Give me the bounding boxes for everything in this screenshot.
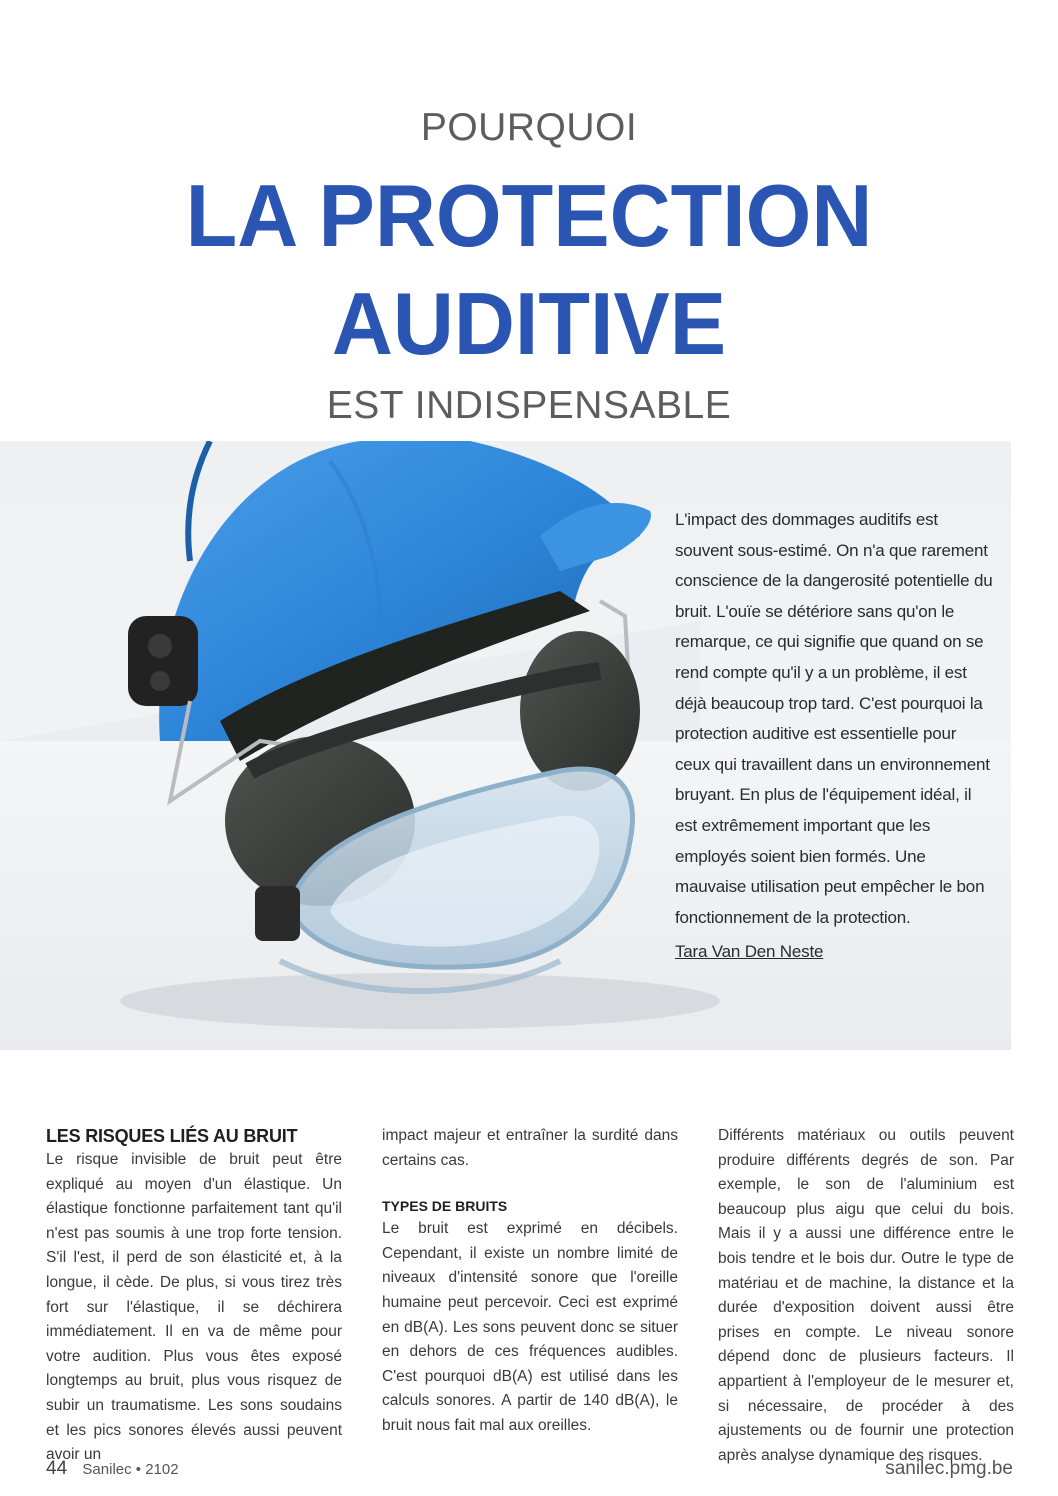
section-title-noise-types: TYPES DE BRUITS xyxy=(382,1198,508,1215)
footer-left xyxy=(46,1458,179,1480)
section-text-risks: Le risque invisible de bruit peut être expliqué au moyen d'un élastique. Un élastique fonctionne parfaitement tant qu'il n'est pas soumis à une trop forte tension. S'il l'est, il perd de son élasticité et, à la longue, il cède. De plus, si vous tirez très fort sur l'élastique, il se déchirera immédiatement. Il en va de même pour votre audition. Plus vous êtes exposé longtemps au bruit, plus vous risquez de subir un traumatisme. Les sons soudains et les pics sonores élevés aussi peuvent avoir un xyxy=(46,1151,342,1464)
article-column-2 xyxy=(382,1124,678,1439)
section-title-risks: LES RISQUES LIÉS AU BRUIT xyxy=(46,1126,298,1146)
kicker-bottom: EST INDISPENSABLE xyxy=(326,384,732,427)
section-text-noise-types: Le bruit est exprimé en décibels. Cependant, il existe un nombre limité de niveaux d'intensité sonore que l'oreille humaine peut percevoir. Ceci est exprimé en dB(A). Les sons peuvent donc se situer en dehors de ces fréquences audibles. C'est pourquoi dB(A) est utilisé dans les calculs sonores. A partir de 140 dB(A), le bruit nous fait mal aux oreilles. xyxy=(382,1220,678,1434)
headline-line-1: LA PROTECTION xyxy=(185,166,873,265)
author-link[interactable]: Tara Van Den Neste xyxy=(675,942,824,961)
intro-text: L'impact des dommages auditifs est souvent sous-estimé. On n'a que rarement conscience de la dangerosité potentielle du bruit. L'ouïe se détériore sans qu'on le remarque, ce qui signifie que quand on se rend compte qu'il y a un problème, il est déjà beaucoup trop tard. C'est pourquoi la protection auditive est essentielle pour ceux qui travaillent dans un environnement bruyant. En plus de l'équipement idéal, il est extrêmement important que les employés soient bien formés. Une mauvaise utilisation peut empêcher le bon fonctionnement de la protection. xyxy=(675,510,993,927)
section-text-risks-continued: impact majeur et entraîner la surdité dans certains cas. xyxy=(382,1127,678,1169)
kicker-top: POURQUOI xyxy=(420,106,638,149)
headline-line-2: AUDITIVE xyxy=(331,274,727,373)
article-column-3 xyxy=(718,1124,1014,1468)
publication-name: Sanilec • 2102 xyxy=(82,1461,179,1478)
article-column-1 xyxy=(46,1124,342,1468)
section-text-noise-types-continued: Différents matériaux ou outils peuvent produire différents degrés de son. Par exemple, le son de l'aluminium est beaucoup plus aigu que celui du bois. Mais il y a aussi une différence entre le bois tendre et le bois dur. Outre le type de matériau et de machine, la distance et la durée d'exposition doivent aussi être prises en compte. Le niveau sonore dépend donc de plusieurs facteurs. Il appartient à l'employeur de le mesurer et, si nécessaire, de procéder à des ajustements ou de fournir une protection après analyse dynamique des risques. xyxy=(718,1127,1014,1464)
website-link[interactable]: sanilec.pmg.be xyxy=(885,1458,1013,1479)
page-number: 44 xyxy=(46,1458,68,1479)
